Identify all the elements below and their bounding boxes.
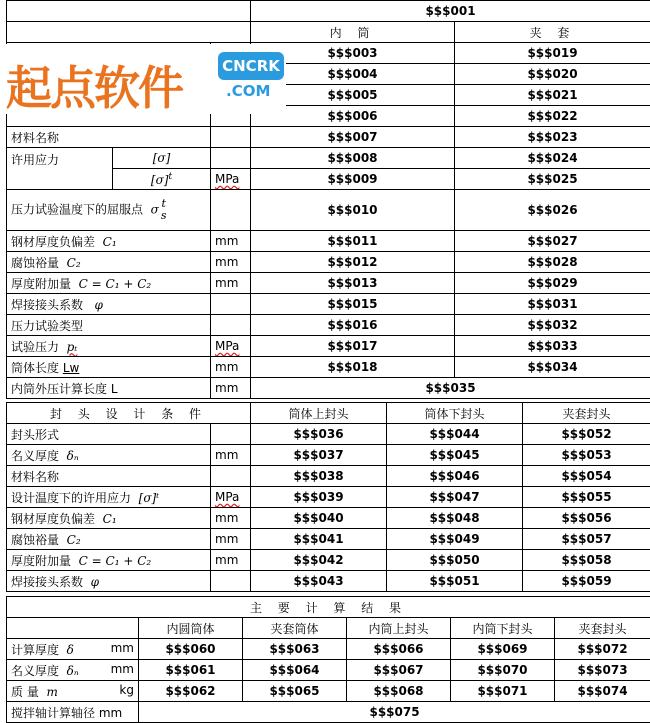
value-cell: $$$011 xyxy=(251,231,455,252)
value-cell: $$$018 xyxy=(251,357,455,378)
value-cell: $$$055 xyxy=(523,487,650,508)
row-label: 材料名称 xyxy=(7,466,211,487)
unit-cell: mm xyxy=(211,273,251,294)
row-label: 钢材厚度负偏差 C₁ xyxy=(7,508,211,529)
value-cell: $$$016 xyxy=(251,315,455,336)
value-cell: $$$007 xyxy=(251,127,455,148)
watermark-badge: CNCRK .COM xyxy=(218,52,284,102)
value-cell: $$$058 xyxy=(523,550,650,571)
row-label: 筒体长度 Lw xyxy=(7,357,211,378)
unit-cell: mm xyxy=(211,550,251,571)
value-cell: $$$064 xyxy=(243,660,347,681)
col-header: 内筒下封头 xyxy=(451,618,555,639)
value-cell: $$$046 xyxy=(387,466,523,487)
value-cell: $$$045 xyxy=(387,445,523,466)
unit-cell: mm xyxy=(211,252,251,273)
value-cell: $$$006 xyxy=(251,106,455,127)
unit-cell: mm xyxy=(211,231,251,252)
value-cell: $$$029 xyxy=(455,273,650,294)
table-row xyxy=(7,445,650,466)
row-label: 钢材厚度负偏差 C₁ xyxy=(7,231,211,252)
value-cell: $$$035 xyxy=(251,378,650,399)
col-header: 夹套封头 xyxy=(523,403,650,424)
value-cell: $$$074 xyxy=(555,681,650,702)
section-title: 封 头 设 计 条 件 xyxy=(7,403,251,424)
unit-cell: mm xyxy=(211,445,251,466)
section-title: 主 要 计 算 结 果 xyxy=(7,597,650,618)
unit-cell: MPa xyxy=(211,487,251,508)
table-row xyxy=(7,639,650,660)
row-label: 焊接接头系数 φ xyxy=(7,571,211,592)
value-cell: $$$067 xyxy=(347,660,451,681)
row-label: 许用应力 xyxy=(7,148,113,190)
unit-cell: MPa xyxy=(211,336,251,357)
value-cell: $$$059 xyxy=(523,571,650,592)
col-header: 夹套筒体 xyxy=(243,618,347,639)
value-cell: $$$041 xyxy=(251,529,387,550)
value-cell: $$$053 xyxy=(523,445,650,466)
value-cell: $$$015 xyxy=(251,294,455,315)
value-cell: $$$004 xyxy=(251,64,455,85)
value-cell: $$$024 xyxy=(455,148,650,169)
value-cell: $$$019 xyxy=(455,43,650,64)
col-inner-header: 内 筒 xyxy=(251,22,455,43)
value-cell: $$$008 xyxy=(251,148,455,169)
unit-cell: mm xyxy=(211,529,251,550)
table-row xyxy=(7,529,650,550)
row-label: 压力试验温度下的屈服点 σ t s xyxy=(7,190,211,231)
results-table xyxy=(6,596,650,723)
table-row xyxy=(7,571,650,592)
value-cell: $$$023 xyxy=(455,127,650,148)
row-label: 名义厚度 δₙ xyxy=(7,445,211,466)
row-label: 名义厚度 δₙ mm xyxy=(7,660,139,681)
value-cell: $$$032 xyxy=(455,315,650,336)
value-cell: $$$028 xyxy=(455,252,650,273)
col-jacket-header: 夹 套 xyxy=(455,22,650,43)
row-label: 厚度附加量 C = C₁ + C₂ xyxy=(7,550,211,571)
value-cell: $$$065 xyxy=(243,681,347,702)
col-header: 内圆筒体 xyxy=(139,618,243,639)
unit-cell: MPa xyxy=(211,169,251,190)
value-cell: $$$044 xyxy=(387,424,523,445)
col-header: 内筒上封头 xyxy=(347,618,451,639)
col-header: 筒体上封头 xyxy=(251,403,387,424)
value-cell: $$$036 xyxy=(251,424,387,445)
value-cell: $$$075 xyxy=(139,702,650,723)
value-cell: $$$010 xyxy=(251,190,455,231)
table-row xyxy=(7,660,650,681)
table-row xyxy=(7,550,650,571)
row-label: 计算厚度 δ mm xyxy=(7,639,139,660)
value-cell: $$$034 xyxy=(455,357,650,378)
value-cell: $$$070 xyxy=(451,660,555,681)
value-cell: $$$021 xyxy=(455,85,650,106)
value-cell: $$$054 xyxy=(523,466,650,487)
table-row xyxy=(7,681,650,702)
row-label: 封头形式 xyxy=(7,424,211,445)
value-cell: $$$037 xyxy=(251,445,387,466)
header-code: $$$001 xyxy=(251,1,650,22)
table-row xyxy=(7,487,650,508)
value-cell: $$$066 xyxy=(347,639,451,660)
row-label: 焊接接头系数 φ xyxy=(7,294,211,315)
row-label: 内筒外压计算长度 L xyxy=(7,378,211,399)
value-cell: $$$047 xyxy=(387,487,523,508)
row-label: 设计温度下的许用应力 [σ]ᵗ xyxy=(7,487,211,508)
unit-cell xyxy=(211,424,251,445)
watermark-logo xyxy=(4,44,286,114)
unit-cell xyxy=(211,571,251,592)
value-cell: $$$027 xyxy=(455,231,650,252)
value-cell: $$$031 xyxy=(455,294,650,315)
value-cell: $$$050 xyxy=(387,550,523,571)
row-label: 材料名称 xyxy=(7,127,211,148)
value-cell: $$$052 xyxy=(523,424,650,445)
value-cell: $$$049 xyxy=(387,529,523,550)
value-cell: $$$063 xyxy=(243,639,347,660)
value-cell: $$$033 xyxy=(455,336,650,357)
value-cell: $$$068 xyxy=(347,681,451,702)
row-label: 质 量 m kg xyxy=(7,681,139,702)
value-cell: $$$051 xyxy=(387,571,523,592)
row-label: 腐蚀裕量 C₂ xyxy=(7,529,211,550)
row-symbol: $[\sigma]^t$ xyxy=(113,169,211,190)
row-label: 搅拌轴计算轴径 mm xyxy=(7,702,139,723)
value-cell: $$$012 xyxy=(251,252,455,273)
value-cell: $$$061 xyxy=(139,660,243,681)
table-row xyxy=(7,466,650,487)
value-cell: $$$062 xyxy=(139,681,243,702)
row-label: 腐蚀裕量 C₂ xyxy=(7,252,211,273)
value-cell: $$$071 xyxy=(451,681,555,702)
table-row xyxy=(7,508,650,529)
value-cell: $$$060 xyxy=(139,639,243,660)
value-cell: $$$072 xyxy=(555,639,650,660)
col-header: 夹套封头 xyxy=(555,618,650,639)
value-cell: $$$039 xyxy=(251,487,387,508)
value-cell: $$$040 xyxy=(251,508,387,529)
col-header: 筒体下封头 xyxy=(387,403,523,424)
row-label: 厚度附加量 C = C₁ + C₂ xyxy=(7,273,211,294)
value-cell: $$$003 xyxy=(251,43,455,64)
head-design-table xyxy=(6,402,650,592)
value-cell: $$$022 xyxy=(455,106,650,127)
value-cell: $$$038 xyxy=(251,466,387,487)
value-cell: $$$073 xyxy=(555,660,650,681)
unit-cell: mm xyxy=(211,378,251,399)
unit-cell xyxy=(211,466,251,487)
unit-cell: mm xyxy=(211,357,251,378)
value-cell: $$$069 xyxy=(451,639,555,660)
value-cell: $$$048 xyxy=(387,508,523,529)
value-cell: $$$056 xyxy=(523,508,650,529)
value-cell: $$$057 xyxy=(523,529,650,550)
unit-cell: mm xyxy=(211,508,251,529)
row-label: 试验压力 pₜ xyxy=(7,336,211,357)
row-symbol: [σ] xyxy=(113,148,211,169)
value-cell: $$$009 xyxy=(251,169,455,190)
watermark-text: 起点软件 xyxy=(6,52,182,118)
value-cell: $$$025 xyxy=(455,169,650,190)
value-cell: $$$042 xyxy=(251,550,387,571)
row-label: 压力试验类型 xyxy=(7,315,211,336)
value-cell: $$$005 xyxy=(251,85,455,106)
table-row xyxy=(7,424,650,445)
value-cell: $$$020 xyxy=(455,64,650,85)
value-cell: $$$017 xyxy=(251,336,455,357)
value-cell: $$$043 xyxy=(251,571,387,592)
value-cell: $$$026 xyxy=(455,190,650,231)
value-cell: $$$013 xyxy=(251,273,455,294)
